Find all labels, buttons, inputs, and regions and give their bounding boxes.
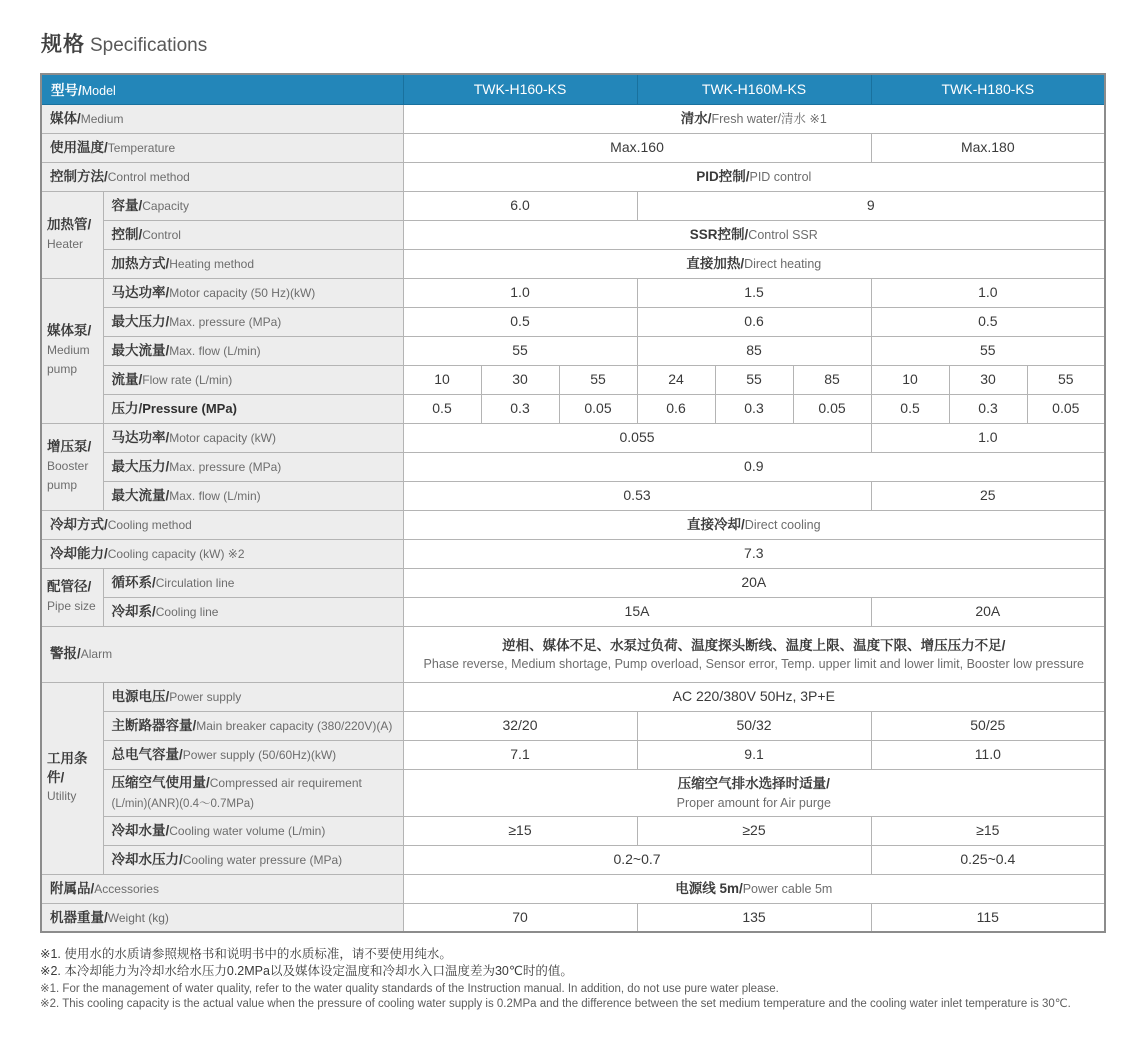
row-pipe-cooling xyxy=(41,597,1105,626)
value-flow-rate-3a: 10 xyxy=(871,365,949,394)
row-mpump-flow-rate xyxy=(41,365,1105,394)
value-power-supply: AC 220/380V 50Hz, 3P+E xyxy=(403,682,1105,711)
row-utility-compressed-air xyxy=(41,769,1105,816)
label-mpump-max-flow: 最大流量/Max. flow (L/min) xyxy=(103,336,403,365)
label-heater-capacity: 容量/Capacity xyxy=(103,191,403,220)
row-temperature xyxy=(41,133,1105,162)
label-bpump-max-flow: 最大流量/Max. flow (L/min) xyxy=(103,481,403,510)
value-cooling-water-volume-1: ≥15 xyxy=(403,816,637,845)
column-header-model-3: TWK-H180-KS xyxy=(871,74,1105,104)
label-main-breaker: 主断路器容量/Main breaker capacity (380/220V)(A) xyxy=(103,711,403,740)
table-header-row xyxy=(41,74,1105,104)
label-mpump-pressure: 压力/Pressure (MPa) xyxy=(103,394,403,423)
row-cooling-capacity xyxy=(41,539,1105,568)
label-mpump-flow-rate: 流量/Flow rate (L/min) xyxy=(103,365,403,394)
value-flow-rate-1c: 55 xyxy=(559,365,637,394)
label-power-supply: 电源电压/Power supply xyxy=(103,682,403,711)
value-temperature-160: Max.160 xyxy=(403,133,871,162)
value-cooling-water-pressure-3: 0.25~0.4 xyxy=(871,845,1105,874)
group-utility: 工用条件/ Utility xyxy=(41,682,103,874)
value-main-breaker-3: 50/25 xyxy=(871,711,1105,740)
value-heater-control: SSR控制/Control SSR xyxy=(403,220,1105,249)
value-main-breaker-2: 50/32 xyxy=(637,711,871,740)
label-heater-control: 控制/Control xyxy=(103,220,403,249)
value-bpump-max-pressure: 0.9 xyxy=(403,452,1105,481)
value-bpump-max-flow-12: 0.53 xyxy=(403,481,871,510)
row-weight xyxy=(41,903,1105,932)
label-bpump-motor: 马达功率/Motor capacity (kW) xyxy=(103,423,403,452)
group-pipe-size: 配管径/ Pipe size xyxy=(41,568,103,626)
value-pressure-2a: 0.6 xyxy=(637,394,715,423)
group-booster-pump: 增压泵/ Booster pump xyxy=(41,423,103,510)
value-flow-rate-1a: 10 xyxy=(403,365,481,394)
value-flow-rate-3b: 30 xyxy=(949,365,1027,394)
value-cooling-water-volume-3: ≥15 xyxy=(871,816,1105,845)
label-mpump-max-pressure: 最大压力/Max. pressure (MPa) xyxy=(103,307,403,336)
value-weight-2: 135 xyxy=(637,903,871,932)
footnote-en-2: ※2. This cooling capacity is the actual value when the pressure of cooling water supply is 0.2MPa and the difference between the set medium temperature and the cooling water inlet temperature is 30℃. xyxy=(40,997,1071,1010)
value-pressure-3c: 0.05 xyxy=(1027,394,1105,423)
row-alarm xyxy=(41,626,1105,682)
label-mpump-motor: 马达功率/Motor capacity (50 Hz)(kW) xyxy=(103,278,403,307)
value-pressure-2c: 0.05 xyxy=(793,394,871,423)
spec-table xyxy=(40,73,1106,933)
group-medium-pump: 媒体泵/ Medium pump xyxy=(41,278,103,423)
value-mpump-motor-2: 1.5 xyxy=(637,278,871,307)
group-heater: 加热管/ Heater xyxy=(41,191,103,278)
value-mpump-motor-3: 1.0 xyxy=(871,278,1105,307)
value-mpump-max-flow-2: 85 xyxy=(637,336,871,365)
value-cooling-water-pressure-12: 0.2~0.7 xyxy=(403,845,871,874)
value-control-method: PID控制/PID control xyxy=(403,162,1105,191)
value-flow-rate-3c: 55 xyxy=(1027,365,1105,394)
label-accessories: 附属品/Accessories xyxy=(41,874,403,903)
label-temperature: 使用温度/Temperature xyxy=(41,133,403,162)
value-pressure-3b: 0.3 xyxy=(949,394,1027,423)
value-medium: 清水/Fresh water/清水 ※1 xyxy=(403,104,1105,133)
label-cooling-method: 冷却方式/Cooling method xyxy=(41,510,403,539)
page-title-zh: 规格 xyxy=(41,33,85,56)
value-flow-rate-2c: 85 xyxy=(793,365,871,394)
row-control-method xyxy=(41,162,1105,191)
value-pressure-3a: 0.5 xyxy=(871,394,949,423)
label-compressed-air: 压缩空气使用量/Compressed air requirement (L/min)(ANR)(0.4～0.7MPa) xyxy=(103,769,403,816)
footnote-zh-2: ※2. 本冷却能力为冷却水给水压力0.2MPa以及媒体设定温度和冷却水入口温度差为30℃时的值。 xyxy=(40,963,573,978)
value-total-power-2: 9.1 xyxy=(637,740,871,769)
row-mpump-max-pressure xyxy=(41,307,1105,336)
row-utility-main-breaker xyxy=(41,711,1105,740)
value-weight-1: 70 xyxy=(403,903,637,932)
column-header-model-1: TWK-H160-KS xyxy=(403,74,637,104)
value-pressure-1a: 0.5 xyxy=(403,394,481,423)
page-title-en: Specifications xyxy=(90,35,208,56)
value-mpump-max-pressure-3: 0.5 xyxy=(871,307,1105,336)
value-pressure-1b: 0.3 xyxy=(481,394,559,423)
label-cooling-line: 冷却系/Cooling line xyxy=(103,597,403,626)
row-utility-cooling-water-volume xyxy=(41,816,1105,845)
value-cooling-water-volume-2: ≥25 xyxy=(637,816,871,845)
value-flow-rate-2a: 24 xyxy=(637,365,715,394)
label-circulation-line: 循环系/Circulation line xyxy=(103,568,403,597)
label-total-power: 总电气容量/Power supply (50/60Hz)(kW) xyxy=(103,740,403,769)
value-alarm: 逆相、媒体不足、水泵过负荷、温度探头断线、温度上限、温度下限、增压压力不足/ Phase reverse, Medium shortage, Pump overload, Sensor error, Temp. upper limit and lower limit, Booster low pressure xyxy=(403,626,1105,682)
value-cooling-capacity: 7.3 xyxy=(403,539,1105,568)
row-mpump-motor xyxy=(41,278,1105,307)
value-flow-rate-2b: 55 xyxy=(715,365,793,394)
label-cooling-water-volume: 冷却水量/Cooling water volume (L/min) xyxy=(103,816,403,845)
value-cooling-method: 直接冷却/Direct cooling xyxy=(403,510,1105,539)
label-medium: 媒体/Medium xyxy=(41,104,403,133)
value-cooling-line-12: 15A xyxy=(403,597,871,626)
header-model-label-en: Model xyxy=(81,83,116,98)
footnote-zh-1: ※1. 使用水的水质请参照规格书和说明书中的水质标准，请不要使用纯水。 xyxy=(40,947,452,961)
header-model-label-zh: 型号/ xyxy=(51,82,82,98)
value-cooling-line-3: 20A xyxy=(871,597,1105,626)
value-bpump-max-flow-3: 25 xyxy=(871,481,1105,510)
row-heater-capacity xyxy=(41,191,1105,220)
value-bpump-motor-12: 0.055 xyxy=(403,423,871,452)
row-medium xyxy=(41,104,1105,133)
value-total-power-3: 11.0 xyxy=(871,740,1105,769)
value-heater-capacity-1: 6.0 xyxy=(403,191,637,220)
row-bpump-motor xyxy=(41,423,1105,452)
value-bpump-motor-3: 1.0 xyxy=(871,423,1105,452)
value-weight-3: 115 xyxy=(871,903,1105,932)
value-heating-method: 直接加热/Direct heating xyxy=(403,249,1105,278)
row-pipe-circulation xyxy=(41,568,1105,597)
value-mpump-max-pressure-2: 0.6 xyxy=(637,307,871,336)
row-utility-power-supply xyxy=(41,682,1105,711)
row-cooling-method xyxy=(41,510,1105,539)
value-temperature-180: Max.180 xyxy=(871,133,1105,162)
row-accessories xyxy=(41,874,1105,903)
value-compressed-air: 压缩空气排水选择时适量/ Proper amount for Air purge xyxy=(403,769,1105,816)
label-weight: 机器重量/Weight (kg) xyxy=(41,903,403,932)
row-mpump-pressure xyxy=(41,394,1105,423)
value-mpump-max-pressure-1: 0.5 xyxy=(403,307,637,336)
label-bpump-max-pressure: 最大压力/Max. pressure (MPa) xyxy=(103,452,403,481)
value-accessories: 电源线 5m/Power cable 5m xyxy=(403,874,1105,903)
label-control-method: 控制方法/Control method xyxy=(41,162,403,191)
column-header-model-2: TWK-H160M-KS xyxy=(637,74,871,104)
value-main-breaker-1: 32/20 xyxy=(403,711,637,740)
value-mpump-motor-1: 1.0 xyxy=(403,278,637,307)
footnotes xyxy=(40,946,1108,1012)
value-mpump-max-flow-1: 55 xyxy=(403,336,637,365)
page-title xyxy=(41,28,1108,58)
value-flow-rate-1b: 30 xyxy=(481,365,559,394)
label-cooling-water-pressure: 冷却水压力/Cooling water pressure (MPa) xyxy=(103,845,403,874)
row-utility-total-power xyxy=(41,740,1105,769)
label-alarm: 警报/Alarm xyxy=(41,626,403,682)
footnote-en-1: ※1. For the management of water quality, refer to the water quality standards of the Instruction manual. In addition, do not use pure water please. xyxy=(40,982,779,995)
row-mpump-max-flow xyxy=(41,336,1105,365)
header-model-label xyxy=(41,74,403,104)
row-heater-control xyxy=(41,220,1105,249)
value-pressure-1c: 0.05 xyxy=(559,394,637,423)
label-cooling-capacity: 冷却能力/Cooling capacity (kW) ※2 xyxy=(41,539,403,568)
label-heating-method: 加热方式/Heating method xyxy=(103,249,403,278)
value-circulation-line: 20A xyxy=(403,568,1105,597)
value-heater-capacity-23: 9 xyxy=(637,191,1105,220)
row-utility-cooling-water-pressure xyxy=(41,845,1105,874)
row-bpump-max-flow xyxy=(41,481,1105,510)
value-total-power-1: 7.1 xyxy=(403,740,637,769)
value-pressure-2b: 0.3 xyxy=(715,394,793,423)
value-mpump-max-flow-3: 55 xyxy=(871,336,1105,365)
row-heater-heating-method xyxy=(41,249,1105,278)
row-bpump-max-pressure xyxy=(41,452,1105,481)
